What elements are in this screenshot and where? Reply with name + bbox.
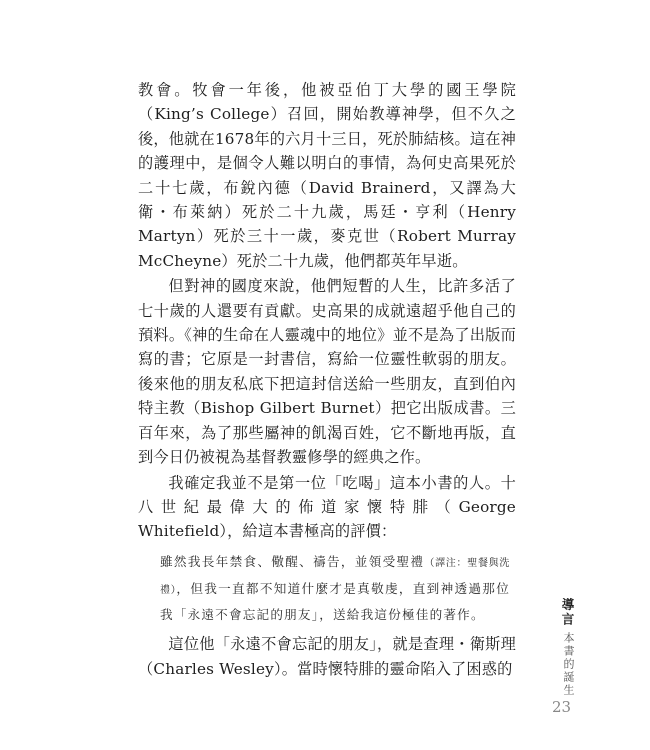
paragraph-1: 教會。牧會一年後，他被亞伯丁大學的國王學院（King’s College）召回，開始教導神學，但不久之後，他就在1678年的六月十三日，死於肺結核。這在神的護理中，是個令人難以明白的事情，為何史高果死於二十七歲，布銳內德（David Brainerd，又譯為大衛・布萊納）死於二十九歲，馬廷・亨利（Henry Martyn）死於三十一歲，麥克世（Robert Murray McCheyne）死於二十九歲，他們都英年早逝。 [138,81,516,270]
running-head-section: 本書的誕生 [562,632,575,697]
running-head-chapter: 導言 [560,598,575,627]
block-quote [160,550,510,628]
quote-text-start: 雖然我長年禁食、儆醒、禱告，並領受聖禮 [160,553,425,569]
paragraph-3: 我確定我並不是第一位「吃喝」這本小書的人。十八世紀最偉大的佈道家懷特腓（George Whitefield），給這本書極高的評價： [138,473,516,541]
page-number: 23 [552,698,572,716]
paragraph-2: 但對神的國度來說，他們短暫的人生，比許多活了七十歲的人還要有貢獻。史高果的成就遠超乎他自己的預料。《神的生命在人靈魂中的地位》並不是為了出版而寫的書；它原是一封書信，寫給一位靈性軟弱的朋友。後來他的朋友私底下把這封信送給一些朋友，直到伯內特主教（Bishop Gilbert Burnet）把它出版成書。三百年來，為了那些屬神的飢渴百姓，它不斷地再版，直到今日仍被視為基督教靈修學的經典之作。 [138,277,516,467]
translator-note: （譯注：聖餐與洗禮） [160,557,510,596]
quote-text-end: ，但我一直都不知道什麼才是真敬虔，直到神透過那位我「永遠不會忘記的朋友」，送給我這份極佳的著作。 [160,580,510,623]
paragraph-4: 這位他「永遠不會忘記的朋友」，就是查理・衛斯理（Charles Wesley）。當時懷特腓的靈命陷入了困惑的 [138,635,516,678]
body-text [138,78,516,681]
